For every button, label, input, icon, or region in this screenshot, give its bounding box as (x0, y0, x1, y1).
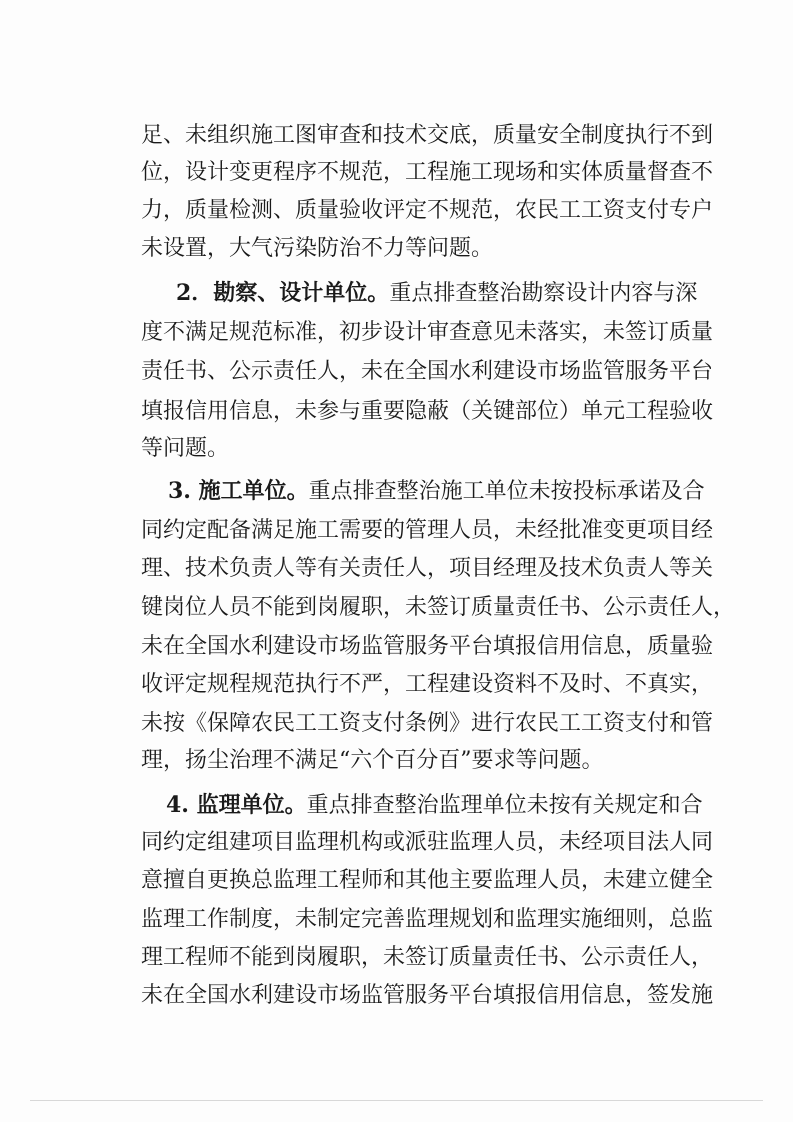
section-heading: 4. 监理单位。 (166, 792, 307, 818)
paragraph-line: 等问题。 (141, 436, 230, 461)
paragraph-line: 同约定组建项目监理机构或派驻监理人员，未经项目法人同 (141, 830, 714, 855)
paragraph-text: 重点排查整治勘察设计内容与深 (389, 281, 698, 306)
paragraph-first-line (168, 476, 705, 507)
paragraph-line: 理，扬尘治理不满足“六个百分百”要求等问题。 (141, 748, 604, 773)
paragraph-text: 重点排查整治施工单位未按投标承诺及合 (308, 479, 705, 504)
paragraph-line: 理、技术负责人等有关责任人，项目经理及技术负责人等关 (141, 556, 714, 581)
paragraph-line: 责任书、公示责任人，未在全国水利建设市场监管服务平台 (141, 359, 714, 384)
paragraph-line: 足、未组织施工图审查和技术交底，质量安全制度执行不到 (141, 123, 714, 148)
paragraph-line: 未设置，大气污染防治不力等问题。 (141, 236, 494, 261)
paragraph-line: 填报信用信息，未参与重要隐蔽（关键部位）单元工程验收 (141, 399, 714, 424)
paragraph-line: 未在全国水利建设市场监管服务平台填报信用信息，签发施 (141, 983, 714, 1008)
paragraph-line: 键岗位人员不能到岗履职，未签订质量责任书、公示责任人， (141, 595, 736, 620)
section-heading: 2．勘察、设计单位。 (176, 280, 390, 306)
paragraph-text: 重点排查整治监理单位未按有关规定和合 (306, 793, 703, 818)
section-heading: 3. 施工单位。 (168, 478, 309, 504)
page-bottom-divider (30, 1100, 763, 1101)
paragraph-line: 监理工作制度，未制定完善监理规划和监理实施细则，总监 (141, 907, 714, 932)
paragraph-line: 理工程师不能到岗履职，未签订质量责任书、公示责任人， (141, 945, 714, 970)
paragraph-first-line (176, 278, 697, 309)
paragraph-line: 意擅自更换总监理工程师和其他主要监理人员，未建立健全 (141, 868, 714, 893)
paragraph-line: 同约定配备满足施工需要的管理人员，未经批准变更项目经 (141, 518, 714, 543)
paragraph-line: 收评定规程规范执行不严，工程建设资料不及时、不真实， (141, 672, 714, 697)
paragraph-first-line (166, 790, 703, 821)
paragraph-line: 位，设计变更程序不规范，工程施工现场和实体质量督查不 (141, 160, 714, 185)
paragraph-line: 力，质量检测、质量验收评定不规范，农民工工资支付专户 (141, 198, 714, 223)
paragraph-line: 度不满足规范标准，初步设计审查意见未落实，未签订质量 (141, 320, 714, 345)
paragraph-line: 未在全国水利建设市场监管服务平台填报信用信息，质量验 (141, 634, 714, 659)
paragraph-line: 未按《保障农民工工资支付条例》进行农民工工资支付和管 (141, 711, 714, 736)
